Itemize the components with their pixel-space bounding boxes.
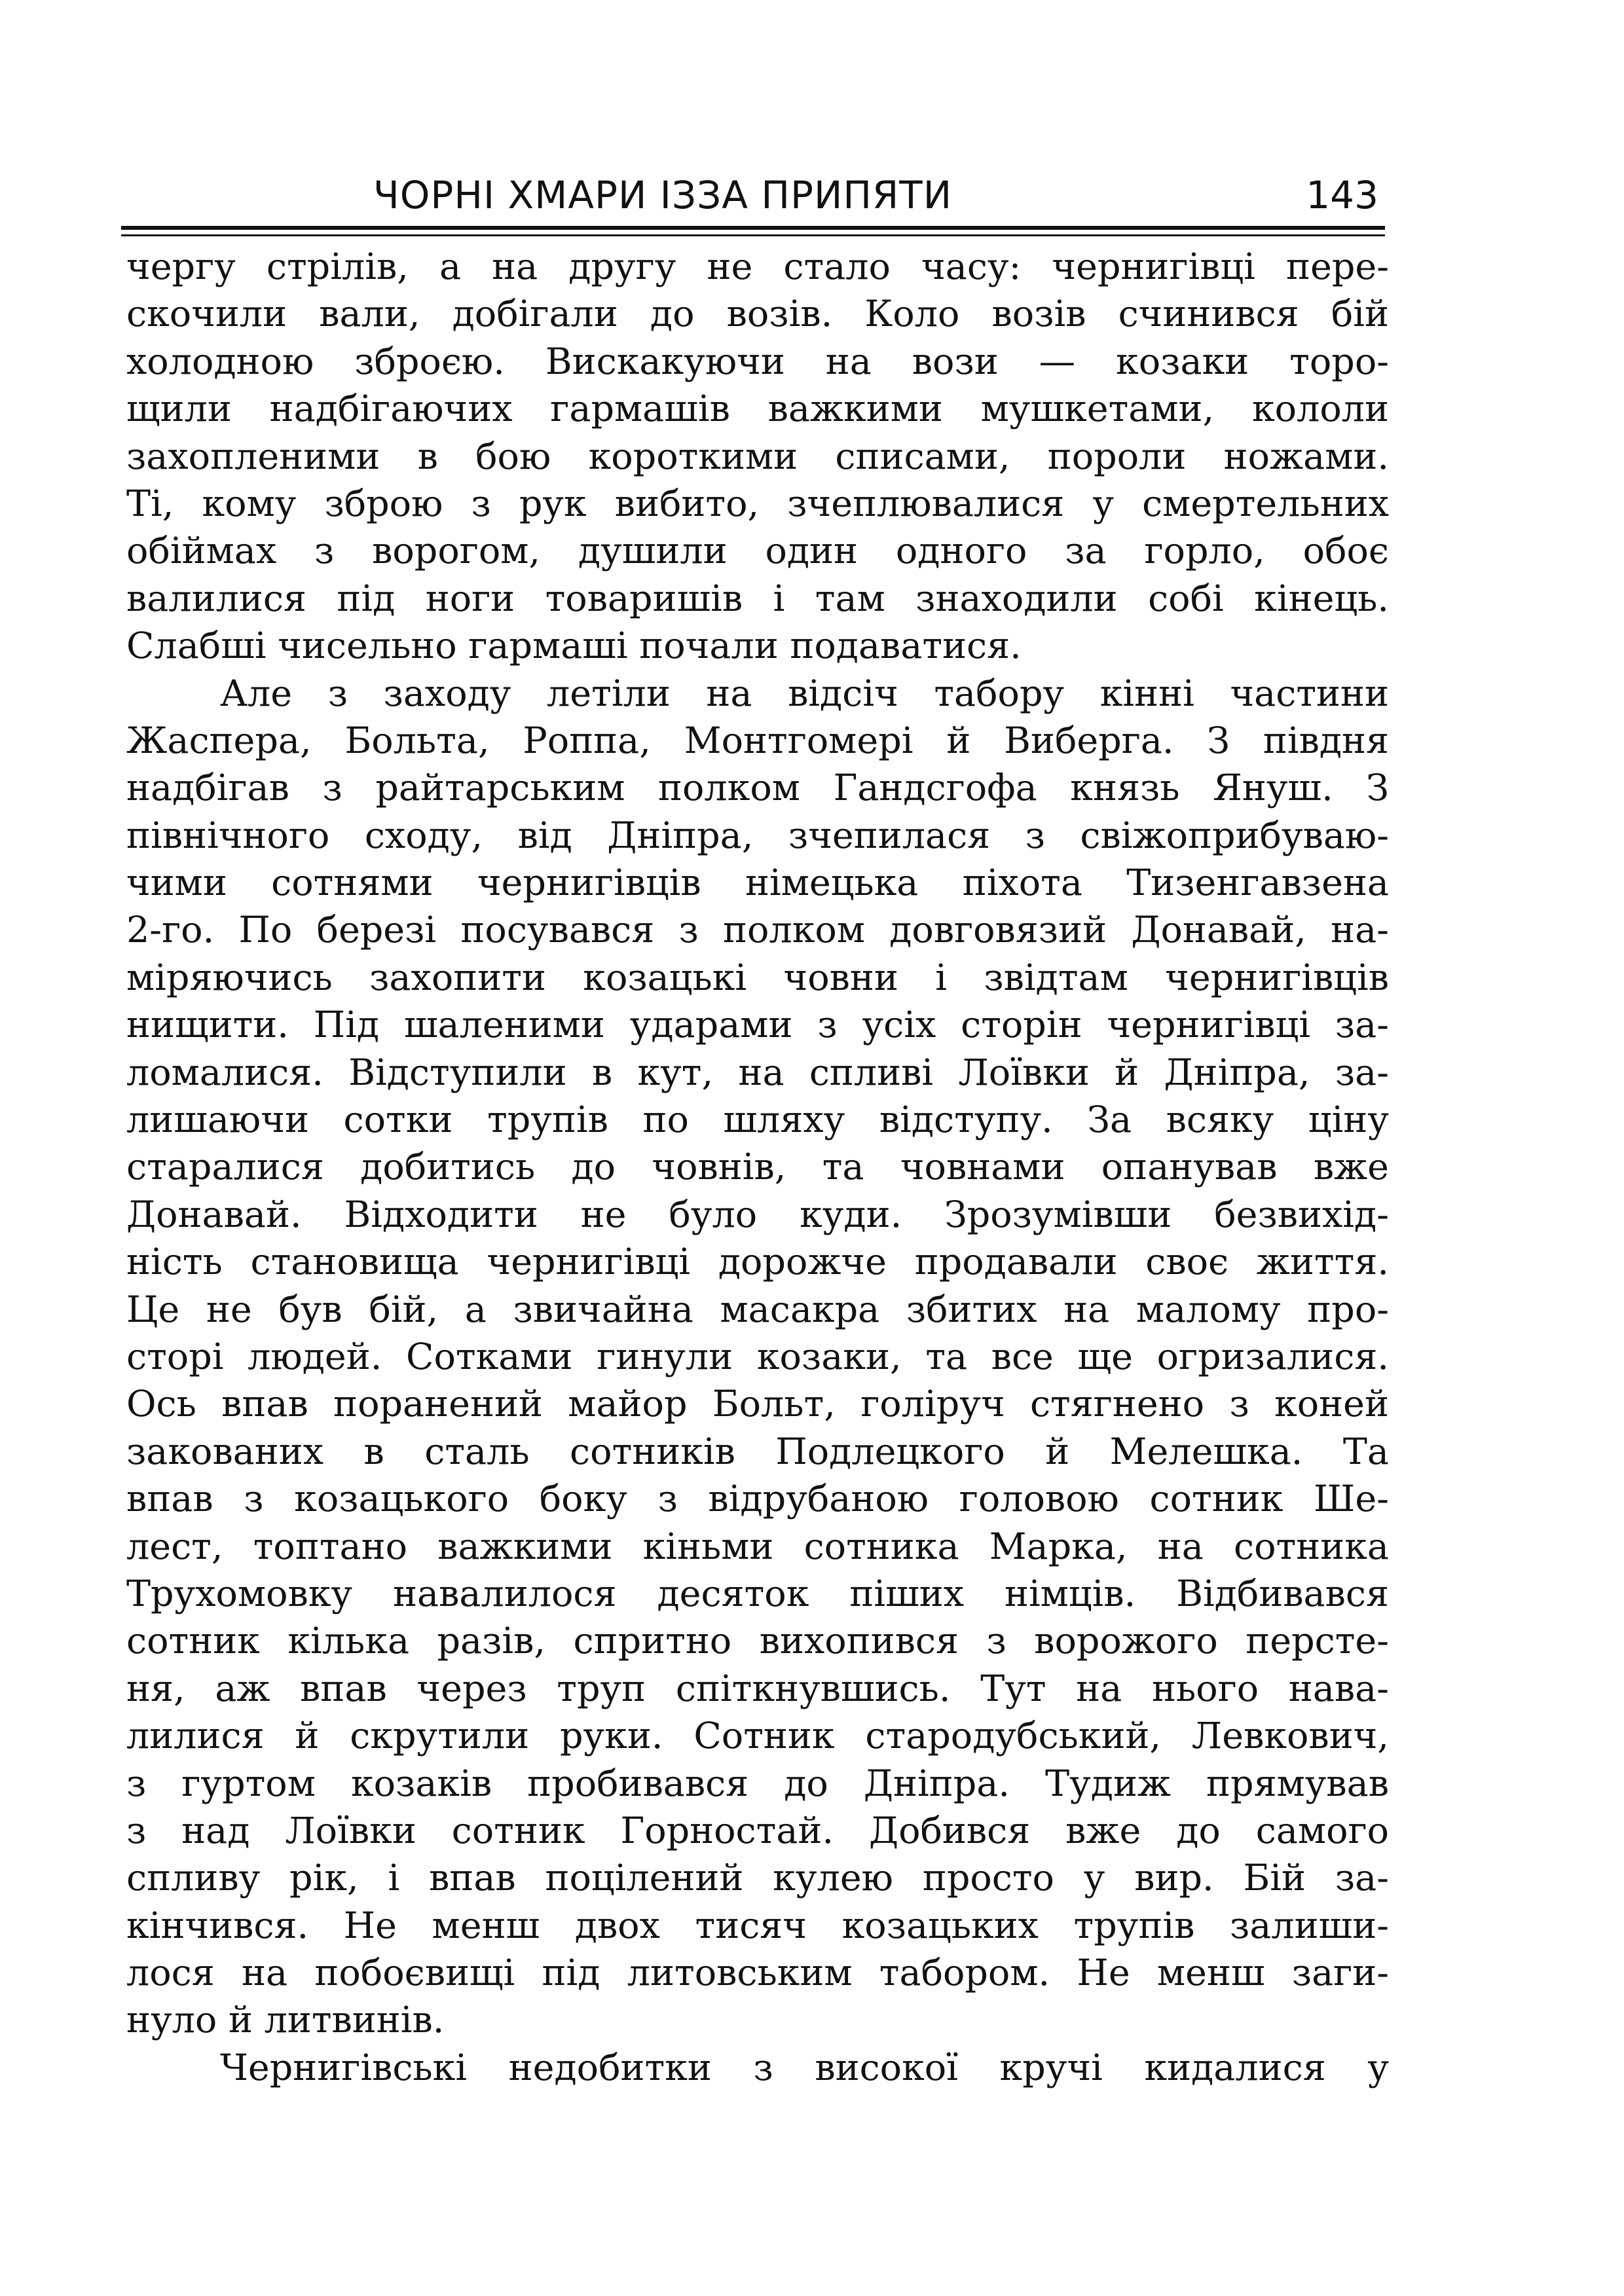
text-line: Це не був бій, а звичайна масакра збитих на малому про- — [126, 1288, 1389, 1331]
text-line: з гуртом козаків пробивався до Дніпра. Тудиж прямував — [126, 1762, 1389, 1805]
text-line: Слабші чисельно гармаші почали подаватися. — [126, 625, 1022, 668]
text-line: ня, аж впав через труп спіткнувшись. Тут на нього нава- — [126, 1667, 1389, 1710]
text-line: Жаспера, Больта, Роппа, Монтгомері й Виберга. З півдня — [126, 719, 1389, 762]
text-line: сотник кілька разів, спритно вихопився з ворожого персте- — [126, 1620, 1389, 1663]
paragraph — [126, 244, 1389, 670]
text-line: щили надбігаючих гармашів важкими мушкетами, кололи — [126, 388, 1389, 431]
text-line: скочили вали, добігали до возів. Коло возів счинився бій — [126, 293, 1389, 336]
text-line: сторі людей. Сотками гинули козаки, та все ще огризалися. — [126, 1335, 1389, 1378]
running-title: ЧОРНІ ХМАРИ ІЗЗА ПРИПЯТИ — [373, 173, 953, 217]
text-line: Трухомовку навалилося десяток піших німців. Відбивався — [126, 1572, 1389, 1615]
text-line: Ті, кому зброю з рук вибито, зчеплювалися у смертельних — [126, 482, 1389, 525]
text-line: закованих в сталь сотників Подлецкого й Мелешка. Та — [126, 1430, 1389, 1473]
text-line: лишаючи сотки трупів по шляху відступу. За всяку ціну — [126, 1099, 1389, 1142]
text-line: лест, топтано важкими кіньми сотника Марка, на сотника — [126, 1525, 1389, 1568]
text-line: Донавай. Відходити не було куди. Зрозумівши безвихід- — [126, 1193, 1389, 1236]
text-line: з над Лоївки сотник Горностай. Добився вже до самого — [126, 1809, 1389, 1852]
text-line: північного сходу, від Дніпра, зчепилася з свіжоприбуваю- — [126, 814, 1389, 857]
text-line: старалися добитись до човнів, та човнами опанував вже — [126, 1146, 1389, 1189]
text-line: міряючись захопити козацькі човни і звідтам чернигівців — [126, 956, 1389, 999]
text-line: чергу стрілів, а на другу не стало часу: чернигівці пере- — [126, 246, 1389, 288]
text-line: нуло й литвинів. — [126, 1999, 445, 2042]
text-line: Ось впав поранений майор Больт, голіруч стягнено з коней — [126, 1383, 1389, 1426]
text-line: нищити. Під шаленими ударами з усіх сторін чернигівці за- — [126, 1004, 1389, 1047]
page-number: 143 — [1306, 173, 1378, 217]
running-header — [124, 162, 1385, 228]
header-rule-thin — [121, 234, 1385, 236]
text-line: Чернигівські недобитки з високої кручі кидалися у — [220, 2046, 1389, 2089]
text-line: ність становища чернигівці дорожче продавали своє життя. — [126, 1241, 1389, 1284]
text-line: 2-го. По березі посувався з полком довговязий Донавай, на- — [126, 909, 1389, 952]
paragraph — [126, 2045, 1389, 2092]
paragraph — [126, 670, 1389, 2045]
header-rule-thick — [121, 226, 1385, 230]
text-line: лилися й скрутили руки. Сотник стародубський, Левкович, — [126, 1715, 1389, 1758]
text-line: валилися під ноги товаришів і там знаходили собі кінець. — [126, 577, 1389, 620]
body-text — [126, 244, 1389, 2092]
text-line: обіймах з ворогом, душили один одного за горло, обоє — [126, 530, 1389, 573]
text-line: ломалися. Відступили в кут, на спливі Лоївки й Дніпра, за- — [126, 1051, 1389, 1094]
text-line: спливу рік, і впав поцілений кулею просто у вир. Бій за- — [126, 1857, 1389, 1900]
text-line: лося на побоєвищі під литовським табором. Не менш заги- — [126, 1952, 1389, 1995]
text-line: захопленими в бою короткими списами, пороли ножами. — [126, 435, 1389, 478]
text-line: кінчився. Не менш двох тисяч козацьких трупів залиши- — [126, 1904, 1389, 1947]
text-line: впав з козацького боку з відрубаною головою сотник Ше- — [126, 1478, 1389, 1521]
text-line: холодною зброєю. Вискакуючи на вози — козаки торо- — [126, 340, 1389, 383]
text-line: надбігав з райтарським полком Гандсгофа князь Януш. З — [126, 767, 1389, 810]
text-line: Але з заходу летіли на відсіч табору кінні частини — [220, 672, 1389, 715]
text-line: чими сотнями чернигівців німецька піхота Тизенгавзена — [126, 862, 1389, 905]
